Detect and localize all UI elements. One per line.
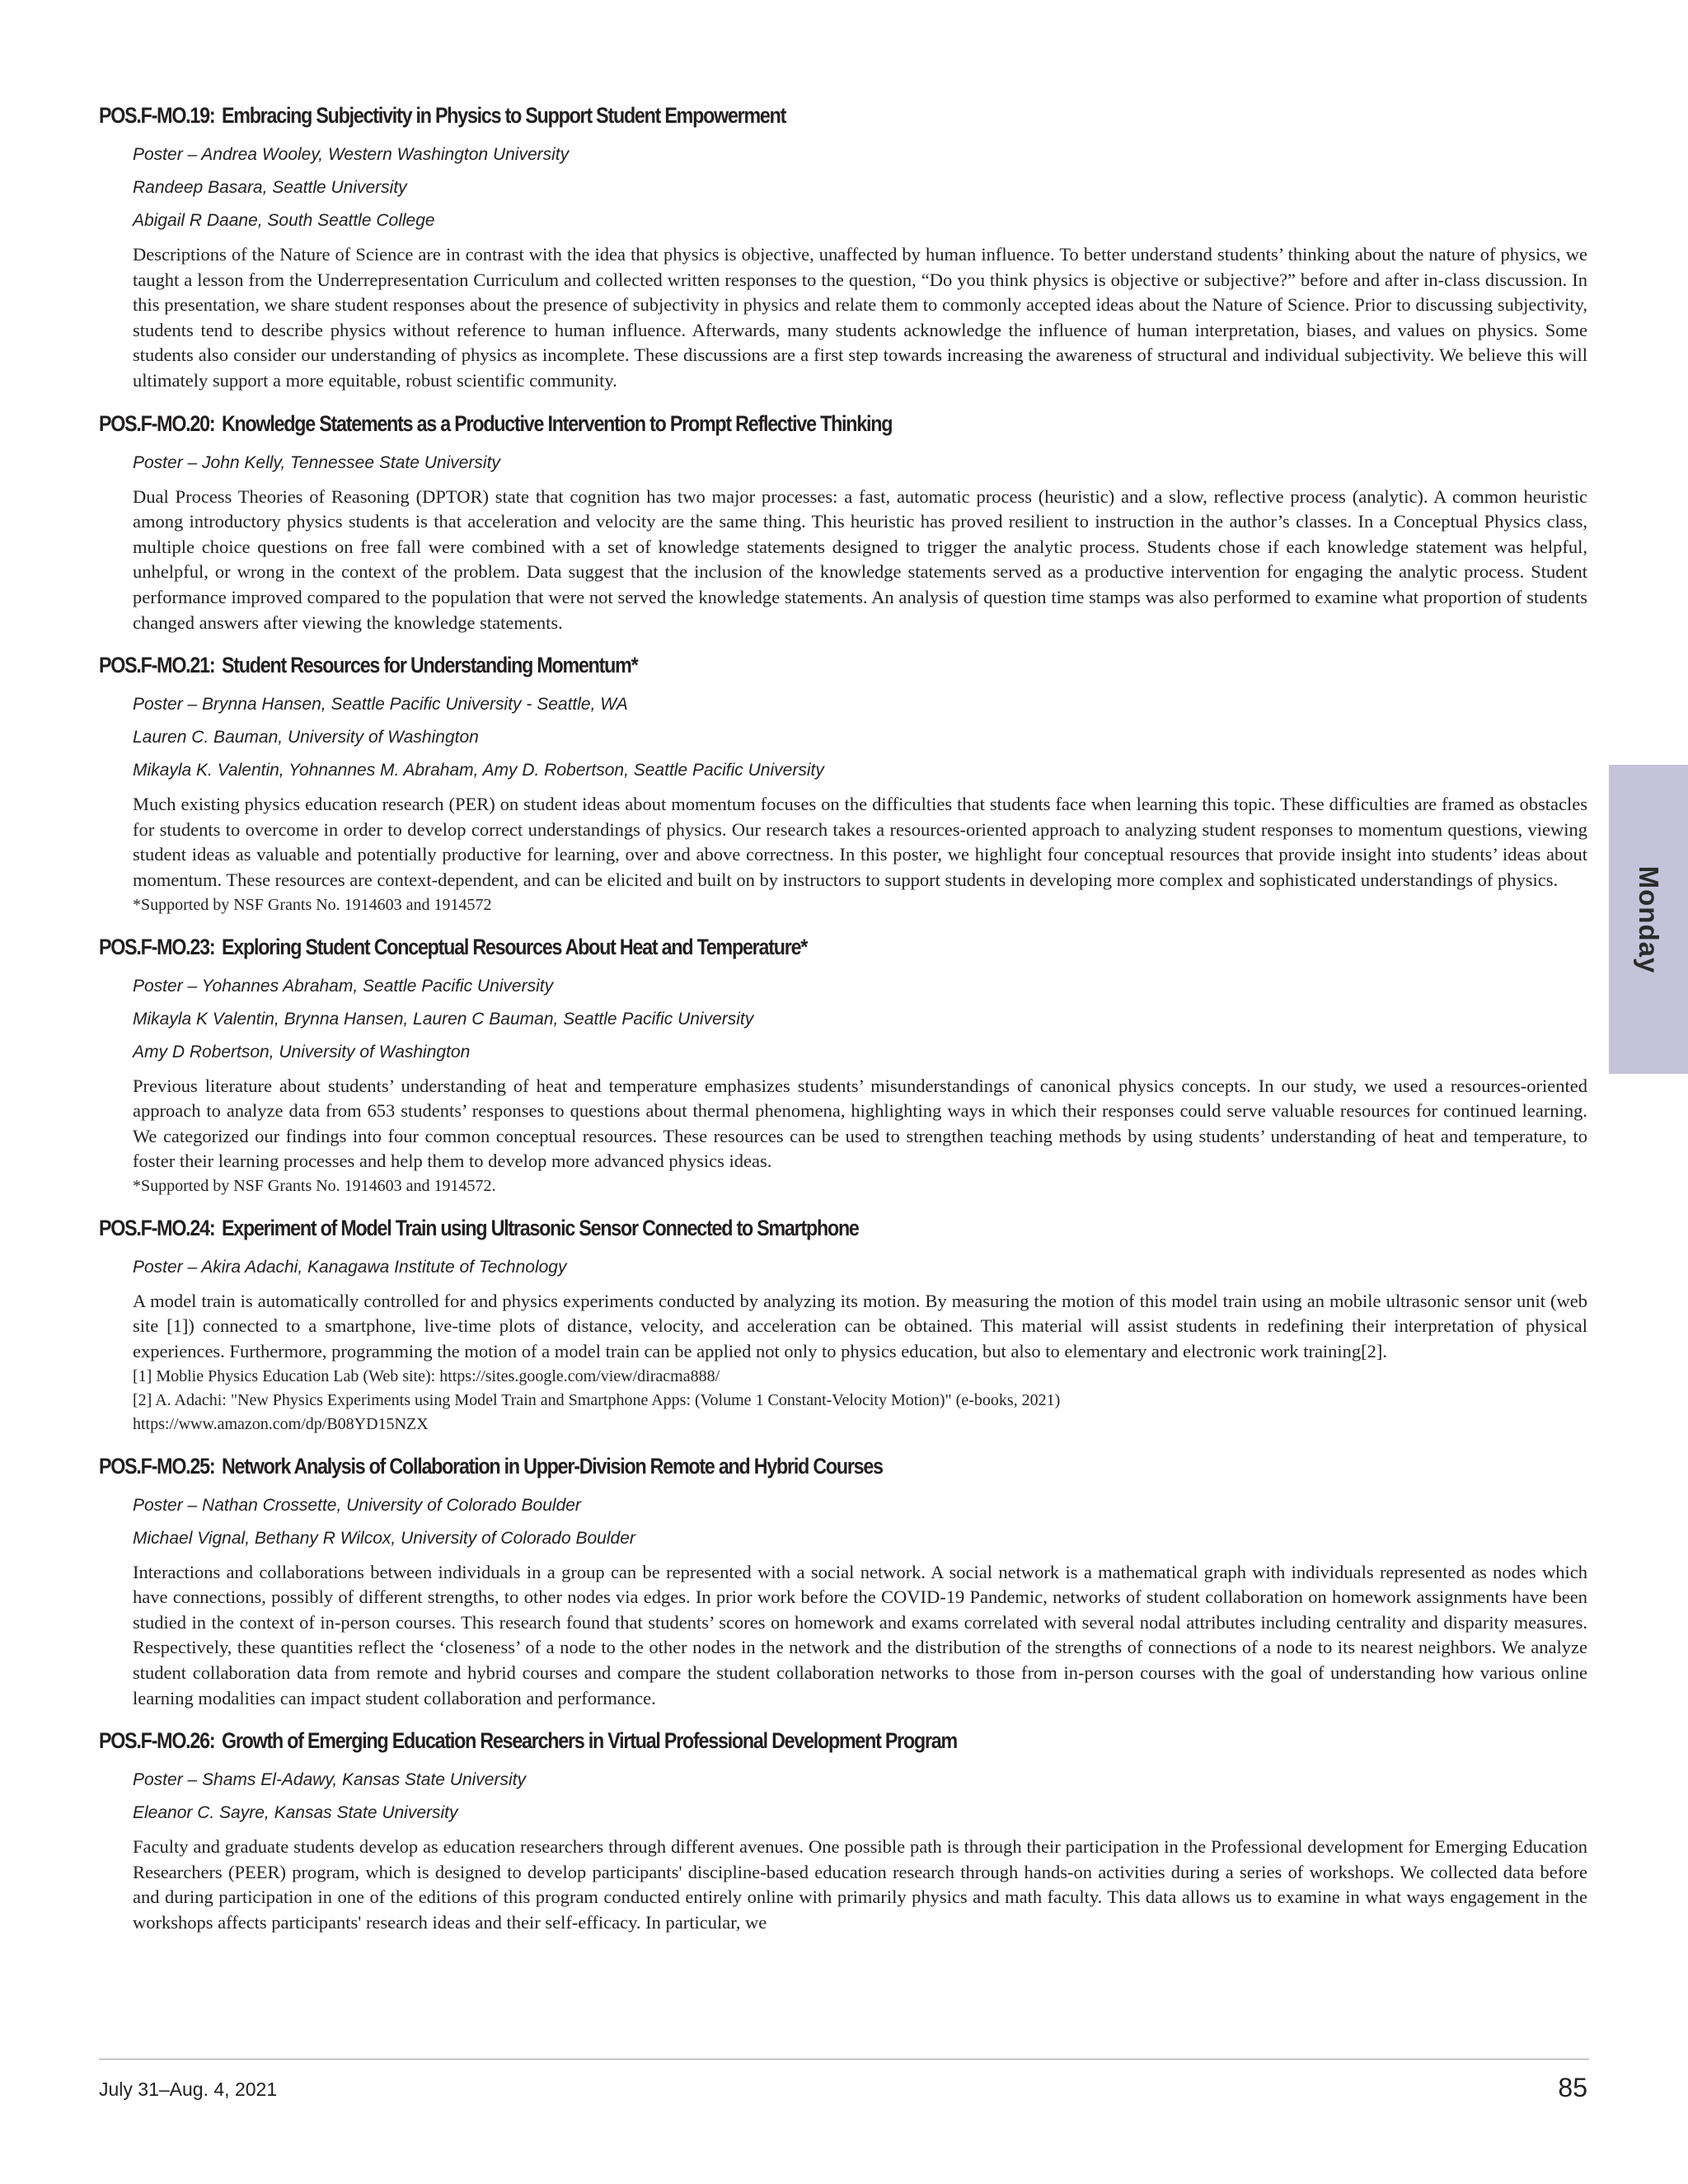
session-code: POS.F-MO.26: [99, 1728, 215, 1754]
abstract-text: Much existing physics education research (PER) on student ideas about momentum focuses on the difficulties that students face when learning this topic. These difficulties are framed as obstacles for students to overcome in order to develop correct understandings of physics. Our research takes a resources-oriented approach to analyzing student responses to momentum questions, viewing student ideas as valuable and potentially productive for learning, over and above correctness. In this poster, we highlight four conceptual resources that provide insight into students’ ideas about momentum. These resources are context-dependent, and can be elicited and built on by instructors to support students in developing more complex and sophisticated understandings of physics. [133, 794, 1587, 890]
entry-title [99, 1213, 1378, 1243]
footnote: https://www.amazon.com/dp/B08YD15NZX [133, 1414, 429, 1433]
footnote: *Supported by NSF Grants No. 1914603 and 1914572 [133, 895, 492, 914]
abstract-entry [99, 1213, 1587, 1436]
author-line: Amy D Robertson, University of Washington [133, 1042, 471, 1062]
author-line: Poster – John Kelly, Tennessee State University [133, 452, 500, 472]
author-line: Mikayla K. Valentin, Yohnannes M. Abraham, Amy D. Robertson, Seattle Pacific University [133, 761, 824, 780]
entry-title-text: Network Analysis of Collaboration in Upper-Division Remote and Hybrid Courses [221, 1453, 883, 1479]
session-code: POS.F-MO.21: [99, 653, 215, 678]
abstract-entry [99, 101, 1587, 394]
day-tab-label: Monday [1634, 865, 1664, 973]
entry-title [99, 409, 1378, 438]
author-line: Poster – Akira Adachi, Kanagawa Institute of Technology [133, 1257, 567, 1277]
entry-title-text: Growth of Emerging Education Researchers in Virtual Professional Development Program [221, 1728, 957, 1754]
entry-title [99, 101, 1378, 130]
session-code: POS.F-MO.20: [99, 410, 215, 436]
footnote: [1] Moblie Physics Education Lab (Web site): https://sites.google.com/view/diracma888/ [133, 1366, 720, 1385]
author-line: Poster – Brynna Hansen, Seattle Pacific University - Seattle, WA [133, 695, 628, 715]
session-code: POS.F-MO.19: [99, 103, 215, 128]
abstract-text: Previous literature about students’ understanding of heat and temperature emphasizes students’ misunderstandings of canonical physics concepts. In our study, we used a resources-oriented approach to analyze data from 653 students’ responses to questions about thermal phenomena, highlighting ways in which their responses could serve valuable resources for continued learning. We categorized our findings into four common conceptual resources. These resources can be used to strengthen teaching methods by using students’ understanding of heat and temperature, to foster their learning processes and help them to develop more advanced physics ideas. [133, 1075, 1587, 1172]
session-code: POS.F-MO.23: [99, 934, 215, 959]
entry-title-text: Embracing Subjectivity in Physics to Support Student Empowerment [221, 103, 786, 128]
abstract-entry [99, 1451, 1587, 1712]
author-line: Mikayla K Valentin, Brynna Hansen, Lauren C Bauman, Seattle Pacific University [133, 1009, 754, 1029]
page-number: 85 [1558, 2073, 1587, 2102]
abstract-entry [99, 650, 1587, 916]
day-tab [1609, 765, 1688, 1074]
session-code: POS.F-MO.24: [99, 1215, 215, 1240]
footnote: [2] A. Adachi: "New Physics Experiments using Model Train and Smartphone Apps: (Volume 1 Constant-Velocity Motion)" (e-books, 2021) [133, 1390, 1061, 1409]
footer-divider [99, 2059, 1589, 2060]
author-line: Abigail R Daane, South Seattle College [133, 211, 435, 230]
session-code: POS.F-MO.25: [99, 1453, 215, 1479]
footnote: *Supported by NSF Grants No. 1914603 and 1914572. [133, 1176, 496, 1195]
entry-title [99, 1726, 1378, 1755]
entry-title-text: Experiment of Model Train using Ultrasonic Sensor Connected to Smartphone [221, 1215, 859, 1240]
author-line: Poster – Shams El-Adawy, Kansas State University [133, 1770, 526, 1790]
entry-title-text: Student Resources for Understanding Momentum* [221, 653, 638, 678]
entry-title [99, 650, 1378, 680]
abstract-text: Dual Process Theories of Reasoning (DPTOR) state that cognition has two major processes: a fast, automatic process (heuristic) and a slow, reflective process (analytic). A common heuristic among introductory physics students is that acceleration and velocity are the same thing. This heuristic has proved resilient to instruction in the author’s classes. In a Conceptual Physics class, multiple choice questions on free fall were combined with a set of knowledge statements designed to trigger the analytic process. Students chose if each knowledge statement was helpful, unhelpful, or wrong in the context of the problem. Data suggest that the inclusion of the knowledge statements served as a productive intervention for engaging the analytic process. Student performance improved compared to the population that were not served the knowledge statements. An analysis of question time stamps was also performed to examine what proportion of students changed answers after viewing the knowledge statements. [133, 485, 1587, 633]
author-line: Eleanor C. Sayre, Kansas State University [133, 1803, 458, 1823]
footer-date: July 31–Aug. 4, 2021 [99, 2079, 278, 2100]
abstract-text: A model train is automatically controlled for and physics experiments conducted by analyzing its motion. By measuring the motion of this model train using an mobile ultrasonic sensor unit (web site [1]) connected to a smartphone, live-time plots of distance, velocity, and acceleration can be obtained. This material will assist students in redefining their interpretation of physical experiences. Furthermore, programming the motion of a model train can be applied not only to physics education, but also to elementary and electronic work training[2]. [133, 1290, 1587, 1362]
abstract-entry [99, 1726, 1587, 1935]
author-line: Lauren C. Bauman, University of Washington [133, 728, 479, 748]
author-line: Michael Vignal, Bethany R Wilcox, University of Colorado Boulder [133, 1528, 635, 1548]
abstract-entry [99, 409, 1587, 636]
abstract-entry [99, 932, 1587, 1198]
entry-title-text: Knowledge Statements as a Productive Intervention to Prompt Reflective Thinking [221, 410, 893, 436]
abstract-text: Faculty and graduate students develop as education researchers through different avenues. One possible path is through their participation in the Professional development for Emerging Education Researchers (PEER) program, which is designed to develop participants' discipline-based education research through hands-on activities during a series of workshops. We collected data before and during participation in one of the editions of this program conducted entirely online with primarily physics and math faculty. This data allows us to examine in what ways engagement in the workshops affects participants' research ideas and their self-efficacy. In particular, we [133, 1836, 1587, 1933]
entry-title-text: Exploring Student Conceptual Resources About Heat and Temperature* [221, 934, 808, 959]
abstract-text: Descriptions of the Nature of Science are in contrast with the idea that physics is objective, unaffected by human influence. To better understand students’ thinking about the nature of physics, we taught a lesson from the Underrepresentation Curriculum and collected written responses to the question, “Do you think physics is objective or subjective?” before and after in-class discussion. In this presentation, we share student responses about the presence of subjectivity in physics and relate them to commonly accepted ideas about the Nature of Science. Prior to discussing subjectivity, students tend to describe physics without reference to human influence. Afterwards, many students acknowledge the influence of human interpretation, biases, and values on physics. Some students also consider our understanding of physics as incomplete. These discussions are a first step towards increasing the awareness of structural and individual subjectivity. We believe this will ultimately support a more equitable, robust scientific community. [133, 244, 1587, 391]
author-line: Poster – Yohannes Abraham, Seattle Pacific University [133, 976, 554, 996]
author-line: Poster – Andrea Wooley, Western Washington University [133, 145, 570, 164]
author-line: Poster – Nathan Crossette, University of Colorado Boulder [133, 1495, 581, 1515]
abstract-list [99, 101, 1587, 1936]
author-line: Randeep Basara, Seattle University [133, 178, 407, 197]
abstract-text: Interactions and collaborations between individuals in a group can be represented with a social network. A social network is a mathematical graph with individuals represented as nodes which have connections, possibly of different strengths, to other nodes via edges. In prior work before the COVID-19 Pandemic, networks of student collaboration on homework assignments have been studied in the context of in-person courses. This research found that students’ scores on homework and exams correlated with several nodal attributes including centrality and disparity measures. Respectively, these quantities reflect the ‘closeness’ of a node to the other nodes in the network and the distribution of the strengths of connections of a node to its nearest neighbors. We analyze student collaboration data from remote and hybrid courses and compare the student collaboration networks to those from in-person courses with the goal of understanding how various online learning modalities can impact student collaboration and performance. [133, 1561, 1587, 1708]
entry-title [99, 1451, 1378, 1481]
entry-title [99, 932, 1378, 962]
